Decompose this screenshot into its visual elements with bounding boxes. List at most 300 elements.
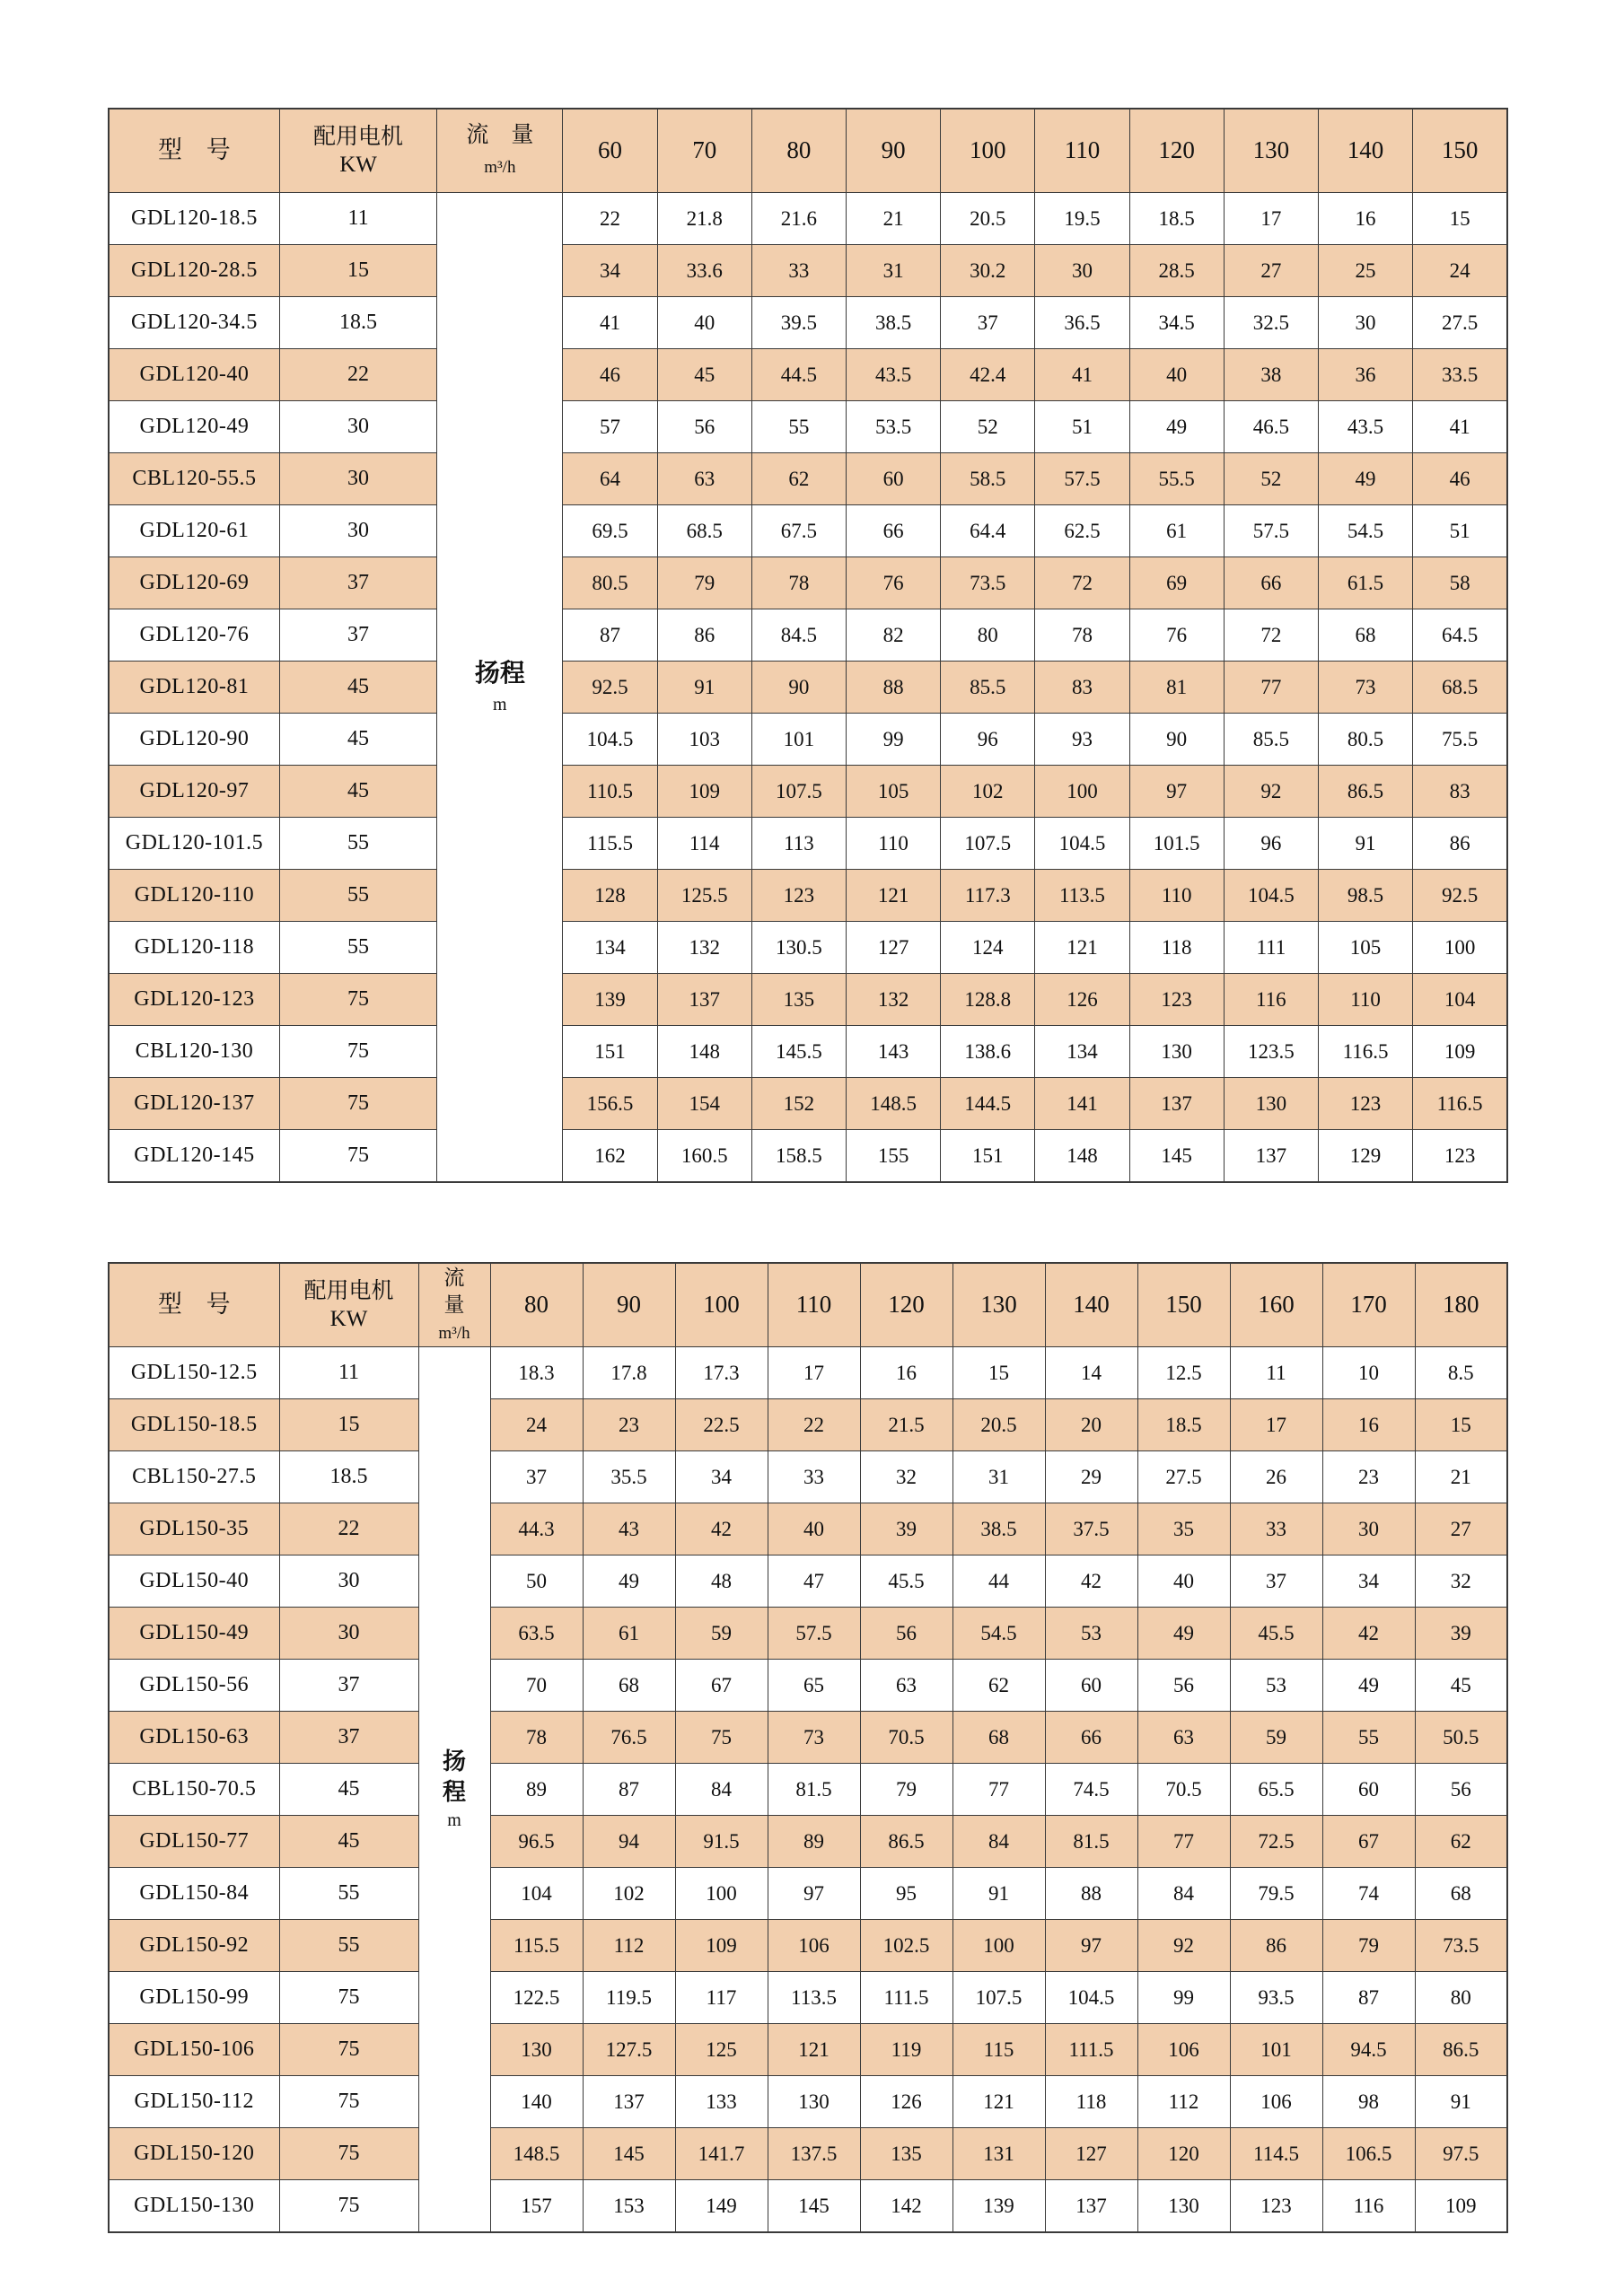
header-flow-value: 110 <box>1035 109 1129 193</box>
cell-head-value: 110 <box>1318 974 1412 1026</box>
cell-head-value: 79.5 <box>1230 1868 1322 1920</box>
table-row <box>109 1503 1507 1555</box>
header-flow-value: 150 <box>1413 109 1507 193</box>
cell-head-value: 86.5 <box>1415 2024 1507 2076</box>
cell-head-value: 109 <box>675 1920 768 1972</box>
cell-head-value: 44.3 <box>490 1503 583 1555</box>
cell-head-value: 33 <box>768 1451 860 1503</box>
cell-head-value: 16 <box>1318 193 1412 245</box>
cell-head-value: 118 <box>1045 2076 1137 2128</box>
cell-head-value: 123.5 <box>1224 1026 1318 1078</box>
cell-head-value: 113.5 <box>1035 870 1129 922</box>
cell-head-value: 36.5 <box>1035 297 1129 349</box>
cell-head-value: 40 <box>768 1503 860 1555</box>
cell-head-value: 92.5 <box>563 662 657 714</box>
cell-head-value: 78 <box>1035 609 1129 662</box>
cell-head-value: 96.5 <box>490 1816 583 1868</box>
cell-model: GDL150-99 <box>109 1972 279 2024</box>
cell-head-value: 127 <box>1045 2128 1137 2180</box>
cell-head-value: 90 <box>751 662 846 714</box>
cell-head-value: 106 <box>1137 2024 1230 2076</box>
cell-head-value: 41 <box>563 297 657 349</box>
cell-head-value: 92 <box>1137 1920 1230 1972</box>
cell-head-value: 46 <box>1413 453 1507 505</box>
cell-head-value: 101 <box>751 714 846 766</box>
cell-head-value: 70.5 <box>1137 1764 1230 1816</box>
pump-spec-table-gdl150 <box>108 1262 1508 2233</box>
cell-motor-power: 18.5 <box>279 297 436 349</box>
cell-head-value: 11 <box>1230 1347 1322 1399</box>
cell-head-value: 138.6 <box>941 1026 1035 1078</box>
cell-head-value: 15 <box>952 1347 1045 1399</box>
cell-head-value: 45.5 <box>1230 1608 1322 1660</box>
cell-head-value: 151 <box>563 1026 657 1078</box>
cell-model: GDL120-28.5 <box>109 245 279 297</box>
cell-head-value: 105 <box>1318 922 1412 974</box>
cell-head-value: 97.5 <box>1415 2128 1507 2180</box>
cell-head-value: 98 <box>1322 2076 1415 2128</box>
cell-head-value: 21 <box>847 193 941 245</box>
cell-head-value: 17 <box>768 1347 860 1399</box>
cell-head-value: 75.5 <box>1413 714 1507 766</box>
cell-motor-power: 55 <box>279 922 436 974</box>
cell-head-value: 14 <box>1045 1347 1137 1399</box>
cell-head-value: 20 <box>1045 1399 1137 1451</box>
header-flow-value: 180 <box>1415 1263 1507 1347</box>
cell-head-value: 106 <box>1230 2076 1322 2128</box>
cell-head-value: 38.5 <box>952 1503 1045 1555</box>
cell-head-value: 88 <box>1045 1868 1137 1920</box>
cell-head-value: 85.5 <box>1224 714 1318 766</box>
cell-head-value: 68.5 <box>1413 662 1507 714</box>
cell-head-value: 81.5 <box>1045 1816 1137 1868</box>
cell-head-value: 127 <box>847 922 941 974</box>
cell-head-value: 97 <box>1129 766 1224 818</box>
cell-head-value: 133 <box>675 2076 768 2128</box>
cell-head-value: 115.5 <box>490 1920 583 1972</box>
cell-head-value: 91.5 <box>675 1816 768 1868</box>
cell-head-value: 100 <box>1035 766 1129 818</box>
cell-head-value: 43 <box>583 1503 675 1555</box>
header-flow-value: 120 <box>1129 109 1224 193</box>
cell-head-value: 26 <box>1230 1451 1322 1503</box>
cell-head-value: 116 <box>1224 974 1318 1026</box>
cell-head-value: 15 <box>1415 1399 1507 1451</box>
cell-head-value: 23 <box>583 1399 675 1451</box>
cell-motor-power: 55 <box>279 818 436 870</box>
cell-head-value: 66 <box>1045 1712 1137 1764</box>
cell-head-value: 17 <box>1224 193 1318 245</box>
cell-head-value: 33 <box>1230 1503 1322 1555</box>
cell-head-value: 68 <box>583 1660 675 1712</box>
cell-head-value: 74 <box>1322 1868 1415 1920</box>
cell-head-value: 49 <box>1129 401 1224 453</box>
cell-head-value: 65.5 <box>1230 1764 1322 1816</box>
cell-head-value: 47 <box>768 1555 860 1608</box>
table-row <box>109 766 1507 818</box>
cell-head-value: 112 <box>1137 2076 1230 2128</box>
cell-head-value: 27 <box>1415 1503 1507 1555</box>
header-flow-value: 80 <box>751 109 846 193</box>
cell-head-value: 67 <box>1322 1816 1415 1868</box>
cell-head-value: 12.5 <box>1137 1347 1230 1399</box>
cell-head-value: 83 <box>1035 662 1129 714</box>
cell-head-value: 162 <box>563 1130 657 1183</box>
cell-head-value: 137.5 <box>768 2128 860 2180</box>
cell-head-value: 117 <box>675 1972 768 2024</box>
cell-head-value: 83 <box>1413 766 1507 818</box>
cell-model: GDL150-92 <box>109 1920 279 1972</box>
cell-head-value: 104 <box>1413 974 1507 1026</box>
cell-head-value: 102 <box>941 766 1035 818</box>
cell-head-value: 63 <box>657 453 751 505</box>
cell-head-value: 39 <box>1415 1608 1507 1660</box>
cell-head-value: 41 <box>1413 401 1507 453</box>
cell-head-value: 51 <box>1035 401 1129 453</box>
cell-head-value: 76 <box>1129 609 1224 662</box>
cell-head-value: 27.5 <box>1413 297 1507 349</box>
cell-head-value: 69.5 <box>563 505 657 557</box>
cell-head-value: 87 <box>583 1764 675 1816</box>
cell-head-value: 45 <box>1415 1660 1507 1712</box>
cell-motor-power: 30 <box>279 1608 418 1660</box>
table-row <box>109 453 1507 505</box>
header-flow-value: 120 <box>860 1263 952 1347</box>
cell-head-value: 84.5 <box>751 609 846 662</box>
table-row <box>109 1608 1507 1660</box>
cell-model: GDL120-76 <box>109 609 279 662</box>
cell-head-value: 107.5 <box>941 818 1035 870</box>
cell-head-value: 97 <box>768 1868 860 1920</box>
cell-head-value: 104.5 <box>1035 818 1129 870</box>
cell-head-value: 92 <box>1224 766 1318 818</box>
cell-motor-power: 75 <box>279 1026 436 1078</box>
cell-head-value: 132 <box>847 974 941 1026</box>
table-row <box>109 1130 1507 1183</box>
cell-model: GDL150-18.5 <box>109 1399 279 1451</box>
cell-model: GDL120-40 <box>109 349 279 401</box>
cell-head-value: 22 <box>768 1399 860 1451</box>
cell-head-value: 65 <box>768 1660 860 1712</box>
cell-head-value: 20.5 <box>941 193 1035 245</box>
cell-head-label: 扬程 m <box>437 193 563 1183</box>
header-flow-value: 110 <box>768 1263 860 1347</box>
header-flow-value: 80 <box>490 1263 583 1347</box>
cell-head-value: 60 <box>1045 1660 1137 1712</box>
cell-head-value: 128 <box>563 870 657 922</box>
cell-head-value: 45.5 <box>860 1555 952 1608</box>
cell-head-value: 137 <box>1045 2180 1137 2233</box>
cell-head-value: 103 <box>657 714 751 766</box>
cell-head-value: 64.5 <box>1413 609 1507 662</box>
cell-head-value: 50 <box>490 1555 583 1608</box>
cell-motor-power: 30 <box>279 401 436 453</box>
cell-head-value: 120 <box>1137 2128 1230 2180</box>
cell-head-value: 53.5 <box>847 401 941 453</box>
cell-head-value: 115.5 <box>563 818 657 870</box>
cell-head-value: 94.5 <box>1322 2024 1415 2076</box>
table-row <box>109 1868 1507 1920</box>
cell-head-value: 21.8 <box>657 193 751 245</box>
cell-head-value: 134 <box>1035 1026 1129 1078</box>
cell-head-value: 130 <box>490 2024 583 2076</box>
cell-head-value: 118 <box>1129 922 1224 974</box>
cell-model: GDL150-106 <box>109 2024 279 2076</box>
cell-head-value: 139 <box>563 974 657 1026</box>
cell-model: GDL150-63 <box>109 1712 279 1764</box>
cell-head-value: 151 <box>941 1130 1035 1183</box>
cell-head-value: 33 <box>751 245 846 297</box>
cell-head-value: 84 <box>675 1764 768 1816</box>
cell-motor-power: 55 <box>279 1920 418 1972</box>
cell-head-value: 58 <box>1413 557 1507 609</box>
cell-head-value: 111 <box>1224 922 1318 974</box>
cell-head-value: 96 <box>941 714 1035 766</box>
cell-head-value: 37.5 <box>1045 1503 1137 1555</box>
cell-head-value: 73 <box>768 1712 860 1764</box>
cell-head-value: 43.5 <box>1318 401 1412 453</box>
cell-motor-power: 30 <box>279 453 436 505</box>
cell-head-value: 55 <box>1322 1712 1415 1764</box>
cell-head-value: 43.5 <box>847 349 941 401</box>
cell-head-value: 143 <box>847 1026 941 1078</box>
cell-head-value: 110 <box>847 818 941 870</box>
table-row <box>109 297 1507 349</box>
cell-head-value: 22.5 <box>675 1399 768 1451</box>
table-row <box>109 1078 1507 1130</box>
cell-head-value: 129 <box>1318 1130 1412 1183</box>
cell-head-value: 63 <box>1137 1712 1230 1764</box>
cell-head-value: 98.5 <box>1318 870 1412 922</box>
cell-head-value: 16 <box>1322 1399 1415 1451</box>
cell-head-value: 123 <box>1413 1130 1507 1183</box>
cell-motor-power: 75 <box>279 2076 418 2128</box>
header-flow-value: 70 <box>657 109 751 193</box>
cell-model: GDL150-35 <box>109 1503 279 1555</box>
cell-head-value: 140 <box>490 2076 583 2128</box>
cell-head-value: 92.5 <box>1413 870 1507 922</box>
cell-head-value: 117.3 <box>941 870 1035 922</box>
cell-head-value: 76.5 <box>583 1712 675 1764</box>
header-flow-value: 130 <box>1224 109 1318 193</box>
cell-head-value: 34 <box>675 1451 768 1503</box>
header-flow-value: 160 <box>1230 1263 1322 1347</box>
header-flow-value: 130 <box>952 1263 1045 1347</box>
cell-head-value: 32 <box>860 1451 952 1503</box>
cell-head-value: 95 <box>860 1868 952 1920</box>
cell-head-value: 16 <box>860 1347 952 1399</box>
cell-head-value: 70.5 <box>860 1712 952 1764</box>
cell-head-value: 160.5 <box>657 1130 751 1183</box>
header-flow-value: 170 <box>1322 1263 1415 1347</box>
cell-head-value: 86.5 <box>860 1816 952 1868</box>
table-row <box>109 1026 1507 1078</box>
cell-head-value: 46.5 <box>1224 401 1318 453</box>
cell-head-value: 99 <box>1137 1972 1230 2024</box>
cell-model: GDL150-12.5 <box>109 1347 279 1399</box>
cell-head-value: 81.5 <box>768 1764 860 1816</box>
cell-head-value: 62 <box>952 1660 1045 1712</box>
cell-head-value: 137 <box>583 2076 675 2128</box>
table-row <box>109 714 1507 766</box>
cell-motor-power: 30 <box>279 505 436 557</box>
cell-head-value: 106 <box>768 1920 860 1972</box>
table-row <box>109 193 1507 245</box>
cell-head-value: 109 <box>1413 1026 1507 1078</box>
table-row <box>109 2180 1507 2233</box>
cell-head-value: 79 <box>860 1764 952 1816</box>
cell-head-value: 58.5 <box>941 453 1035 505</box>
cell-head-value: 101 <box>1230 2024 1322 2076</box>
cell-head-value: 55 <box>751 401 846 453</box>
cell-model: GDL120-110 <box>109 870 279 922</box>
cell-head-value: 60 <box>1322 1764 1415 1816</box>
cell-head-value: 115 <box>952 2024 1045 2076</box>
cell-head-value: 148 <box>657 1026 751 1078</box>
cell-head-value: 86 <box>1413 818 1507 870</box>
cell-model: CBL120-130 <box>109 1026 279 1078</box>
cell-head-value: 99 <box>847 714 941 766</box>
cell-head-value: 69 <box>1129 557 1224 609</box>
cell-head-value: 141 <box>1035 1078 1129 1130</box>
cell-model: GDL120-18.5 <box>109 193 279 245</box>
cell-head-value: 17 <box>1230 1399 1322 1451</box>
cell-head-value: 145.5 <box>751 1026 846 1078</box>
cell-motor-power: 75 <box>279 1078 436 1130</box>
cell-model: GDL120-81 <box>109 662 279 714</box>
cell-model: GDL120-34.5 <box>109 297 279 349</box>
table-row <box>109 870 1507 922</box>
cell-motor-power: 37 <box>279 609 436 662</box>
cell-head-label: 扬 程 m <box>418 1347 490 2233</box>
cell-head-value: 75 <box>675 1712 768 1764</box>
cell-head-value: 34 <box>1322 1555 1415 1608</box>
table-row <box>109 1555 1507 1608</box>
cell-head-value: 57.5 <box>768 1608 860 1660</box>
cell-head-value: 78 <box>751 557 846 609</box>
cell-head-value: 90 <box>1129 714 1224 766</box>
cell-head-value: 29 <box>1045 1451 1137 1503</box>
table-row <box>109 1347 1507 1399</box>
cell-head-value: 128.8 <box>941 974 1035 1026</box>
cell-head-value: 85.5 <box>941 662 1035 714</box>
cell-head-value: 18.5 <box>1137 1399 1230 1451</box>
cell-head-value: 157 <box>490 2180 583 2233</box>
cell-head-value: 20.5 <box>952 1399 1045 1451</box>
cell-head-value: 102 <box>583 1868 675 1920</box>
cell-head-value: 142 <box>860 2180 952 2233</box>
cell-head-value: 44.5 <box>751 349 846 401</box>
cell-motor-power: 75 <box>279 2128 418 2180</box>
cell-head-value: 67 <box>675 1660 768 1712</box>
cell-head-value: 36 <box>1318 349 1412 401</box>
cell-head-value: 91 <box>1415 2076 1507 2128</box>
table-row <box>109 1816 1507 1868</box>
cell-head-value: 80.5 <box>563 557 657 609</box>
cell-head-value: 88 <box>847 662 941 714</box>
cell-motor-power: 18.5 <box>279 1451 418 1503</box>
cell-head-value: 148.5 <box>847 1078 941 1130</box>
cell-model: CBL150-27.5 <box>109 1451 279 1503</box>
table-row <box>109 2128 1507 2180</box>
cell-head-value: 114 <box>657 818 751 870</box>
table-row <box>109 922 1507 974</box>
cell-head-value: 68 <box>1318 609 1412 662</box>
cell-head-value: 116.5 <box>1318 1026 1412 1078</box>
cell-head-value: 37 <box>490 1451 583 1503</box>
header-flow-value: 90 <box>583 1263 675 1347</box>
table-row <box>109 557 1507 609</box>
cell-motor-power: 22 <box>279 349 436 401</box>
cell-head-value: 19.5 <box>1035 193 1129 245</box>
cell-motor-power: 45 <box>279 766 436 818</box>
cell-head-value: 154 <box>657 1078 751 1130</box>
cell-head-value: 62.5 <box>1035 505 1129 557</box>
cell-head-value: 34.5 <box>1129 297 1224 349</box>
cell-model: CBL150-70.5 <box>109 1764 279 1816</box>
cell-head-value: 73.5 <box>1415 1920 1507 1972</box>
cell-head-value: 76 <box>847 557 941 609</box>
cell-head-value: 24 <box>1413 245 1507 297</box>
cell-head-value: 30 <box>1035 245 1129 297</box>
cell-head-value: 62 <box>1415 1816 1507 1868</box>
cell-head-value: 63 <box>860 1660 952 1712</box>
cell-head-value: 61 <box>1129 505 1224 557</box>
cell-head-value: 123 <box>1230 2180 1322 2233</box>
cell-motor-power: 37 <box>279 1712 418 1764</box>
cell-head-value: 40 <box>1137 1555 1230 1608</box>
cell-head-value: 158.5 <box>751 1130 846 1183</box>
header-flow: 流 量 m³/h <box>437 109 563 193</box>
cell-head-value: 139 <box>952 2180 1045 2233</box>
cell-head-value: 31 <box>847 245 941 297</box>
cell-head-value: 86 <box>657 609 751 662</box>
table-header-row <box>109 1263 1507 1347</box>
cell-head-value: 38.5 <box>847 297 941 349</box>
table-row <box>109 662 1507 714</box>
cell-model: GDL150-84 <box>109 1868 279 1920</box>
cell-head-value: 8.5 <box>1415 1347 1507 1399</box>
cell-head-value: 130 <box>768 2076 860 2128</box>
cell-head-value: 24 <box>490 1399 583 1451</box>
cell-head-value: 30 <box>1318 297 1412 349</box>
table-row <box>109 401 1507 453</box>
cell-head-value: 28.5 <box>1129 245 1224 297</box>
cell-motor-power: 15 <box>279 1399 418 1451</box>
cell-motor-power: 75 <box>279 1972 418 2024</box>
table-row <box>109 974 1507 1026</box>
cell-head-value: 86.5 <box>1318 766 1412 818</box>
cell-head-value: 59 <box>675 1608 768 1660</box>
header-flow-value: 100 <box>675 1263 768 1347</box>
cell-model: GDL120-145 <box>109 1130 279 1183</box>
cell-head-value: 33.6 <box>657 245 751 297</box>
cell-model: GDL120-101.5 <box>109 818 279 870</box>
cell-motor-power: 22 <box>279 1503 418 1555</box>
cell-head-value: 54.5 <box>952 1608 1045 1660</box>
header-flow-value: 150 <box>1137 1263 1230 1347</box>
cell-head-value: 107.5 <box>952 1972 1045 2024</box>
cell-head-value: 49 <box>1318 453 1412 505</box>
cell-motor-power: 45 <box>279 1816 418 1868</box>
cell-head-value: 131 <box>952 2128 1045 2180</box>
cell-head-value: 68.5 <box>657 505 751 557</box>
cell-head-value: 37 <box>1230 1555 1322 1608</box>
cell-head-value: 84 <box>1137 1868 1230 1920</box>
cell-head-value: 123 <box>1129 974 1224 1026</box>
cell-head-value: 39 <box>860 1503 952 1555</box>
cell-motor-power: 75 <box>279 1130 436 1183</box>
